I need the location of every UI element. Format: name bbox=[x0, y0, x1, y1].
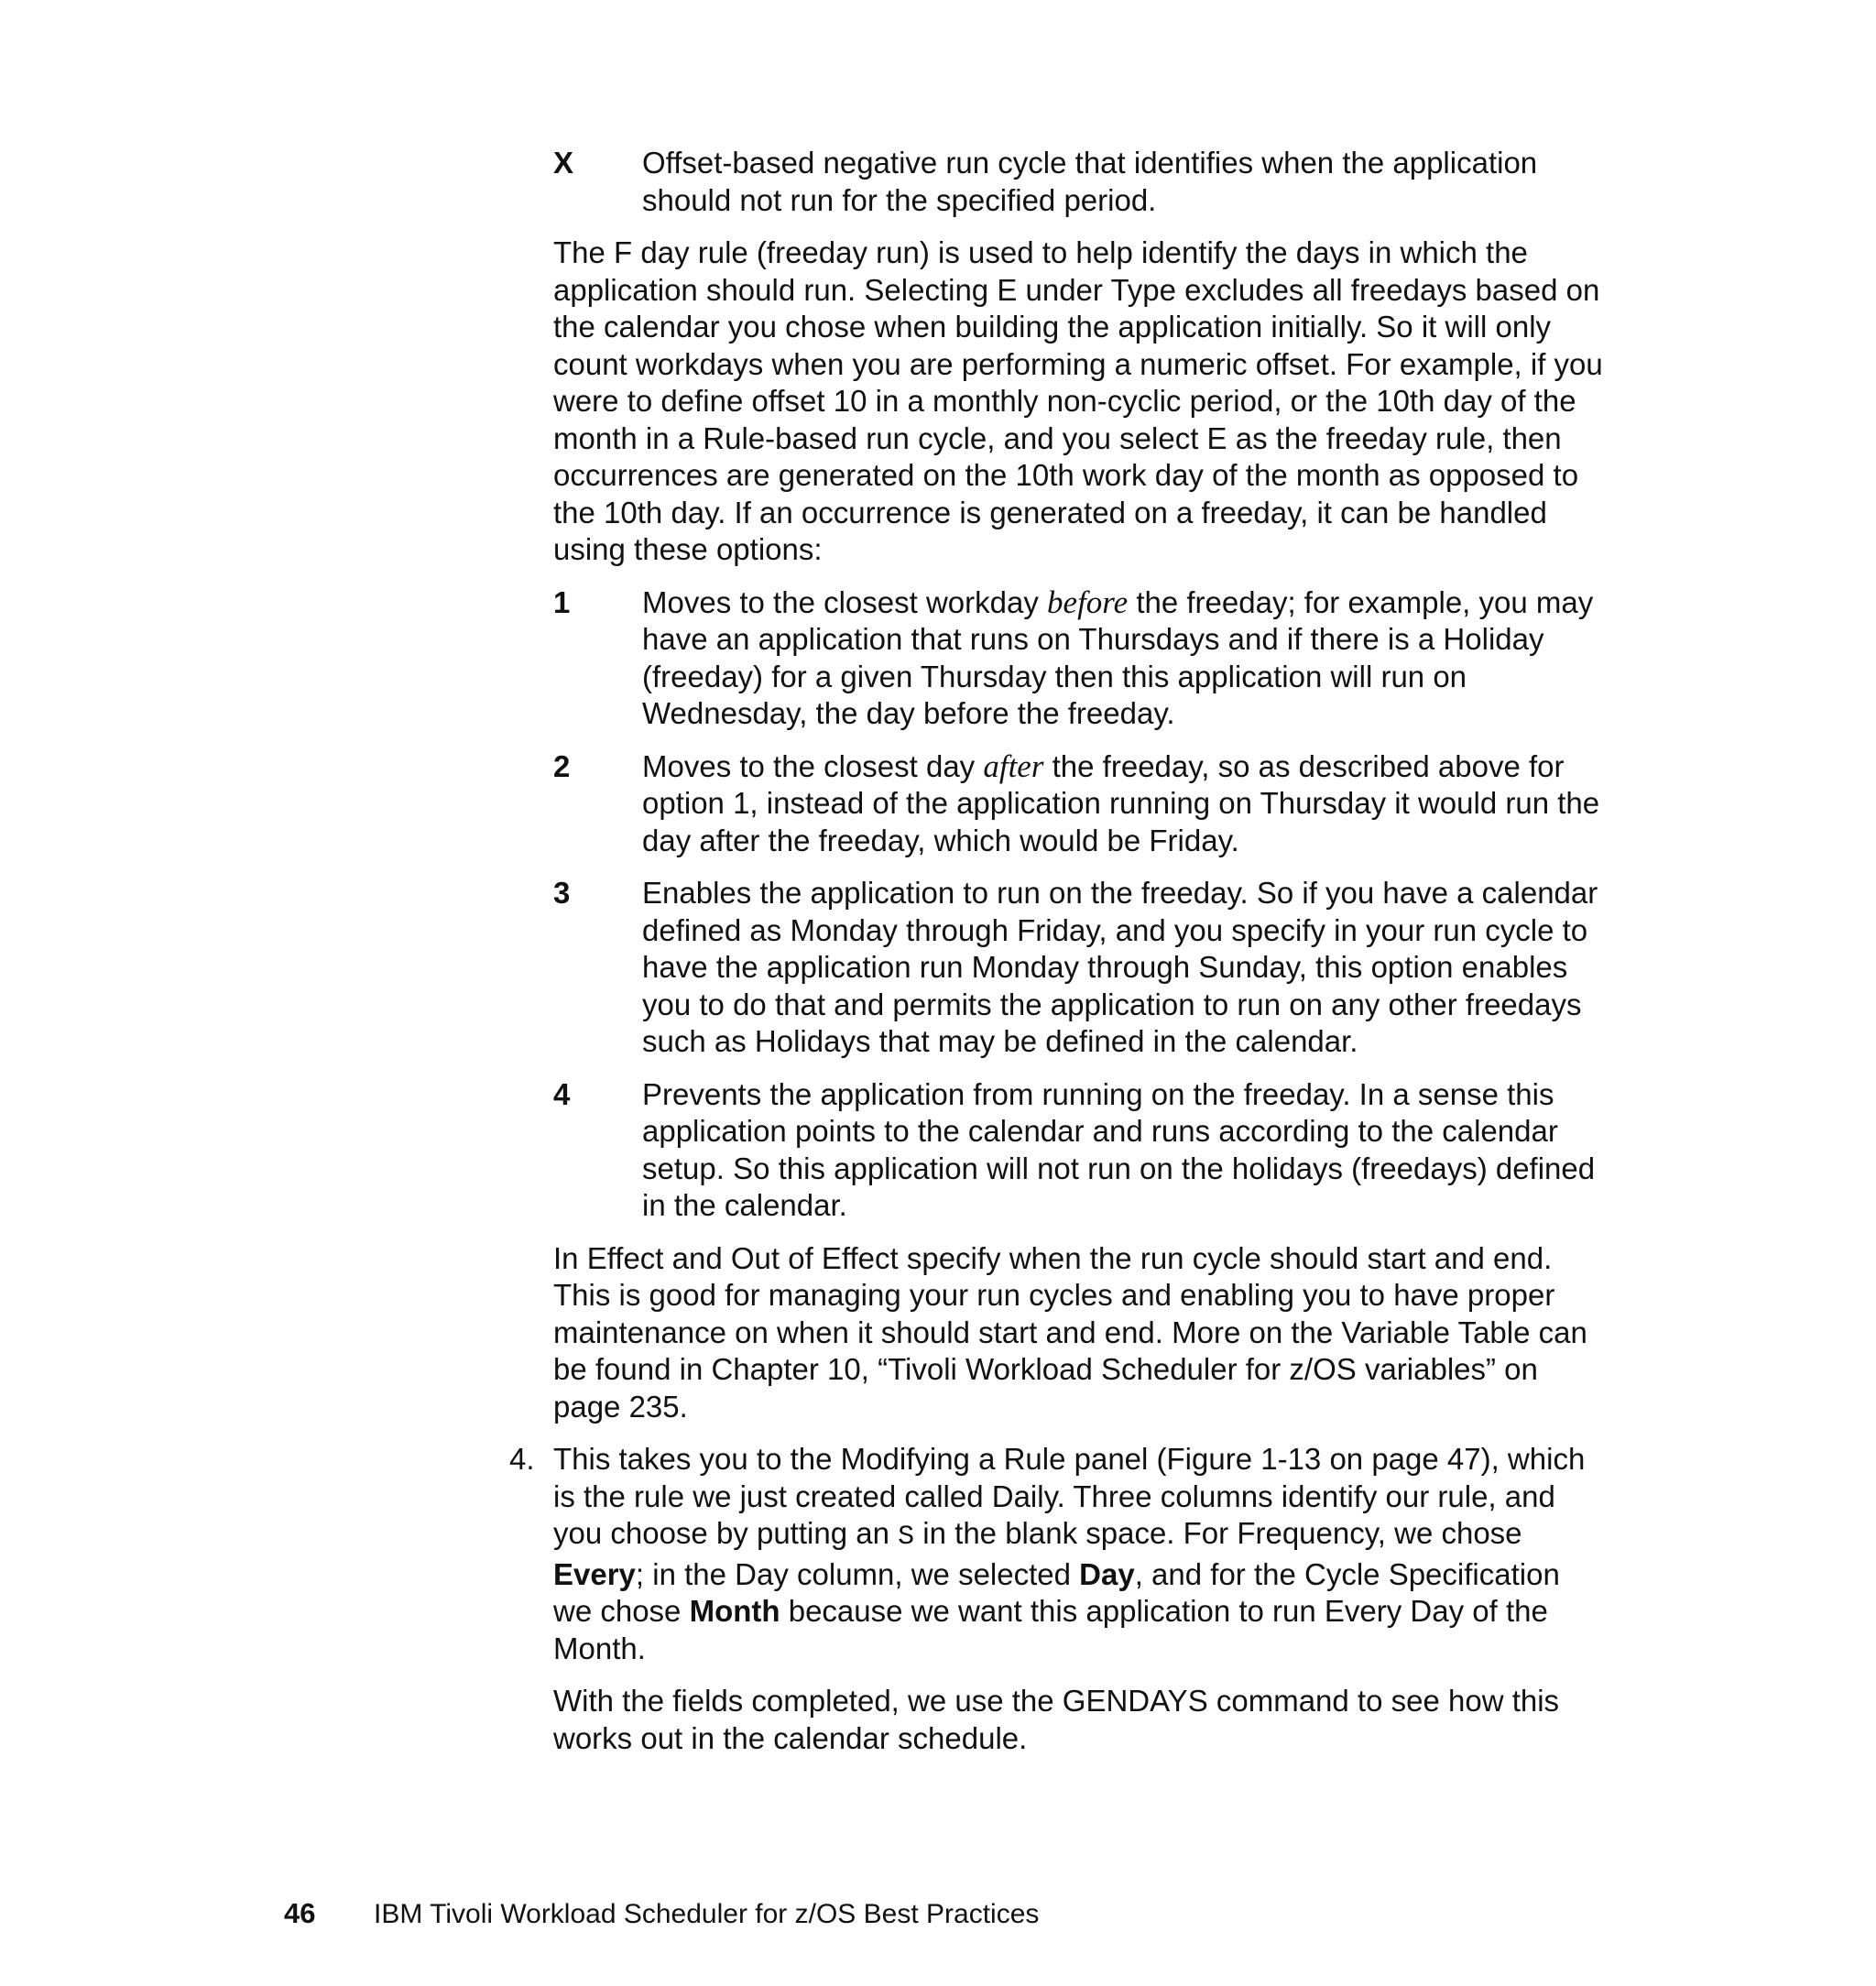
option-text: Moves to the closest workday before the freeday; for example, you may have an application that runs on Thursdays and if there is a Holiday (freeday) for a given Thursday then this application will run on Wednesday, the day before the freeday. bbox=[642, 584, 1594, 730]
option-text: Prevents the application from running on the freeday. In a sense this application points to the calendar and runs according to the calendar setup. So this application will not run on the holidays (freedays) defined in the calendar. bbox=[642, 1076, 1596, 1222]
paragraph-gendays: With the fields completed, we use the GENDAYS command to see how this works out in the calendar schedule. bbox=[553, 1684, 1560, 1755]
freeday-options-list bbox=[553, 584, 1607, 1225]
bold-every: Every bbox=[553, 1556, 636, 1591]
page-number: 46 bbox=[284, 1897, 316, 1929]
option-number: 1 bbox=[553, 584, 571, 619]
option-item-4 bbox=[553, 1076, 1607, 1225]
page-body bbox=[509, 145, 1607, 1773]
step-number: 4. bbox=[509, 1442, 535, 1476]
paragraph-in-effect: In Effect and Out of Effect specify when the run cycle should start and end. This is good for managing your run cycles and enabling you to have proper maintenance on when it should start and end. More on the Variable Table can be found in Chapter 10, “Tivoli Workload Scheduler for z/OS variables” on page 235. bbox=[553, 1240, 1587, 1424]
option-text: Moves to the closest day after the freeday, so as described above for option 1, instead of the application running on Thursday it would run the day after the freeday, which would be Friday. bbox=[642, 747, 1600, 857]
option-item-2 bbox=[553, 748, 1607, 860]
definition-term: X bbox=[553, 146, 574, 180]
option-number: 3 bbox=[553, 876, 571, 910]
inline-code-s: S bbox=[898, 1522, 915, 1553]
definition-item-x bbox=[553, 145, 1607, 219]
option-text: Enables the application to run on the freeday. So if you have a calendar defined as Monday through Friday, and you specify in your run cycle to have the application run Monday through Sunday, this option enables you to do that and permits the application to run on any other freedays such as Holidays that may be defined in the calendar. bbox=[642, 876, 1598, 1058]
option-number: 4 bbox=[553, 1076, 571, 1111]
page-footer bbox=[284, 1897, 1039, 1931]
option-item-1 bbox=[553, 584, 1607, 733]
bold-month: Month bbox=[689, 1594, 780, 1628]
bold-day: Day bbox=[1079, 1556, 1135, 1591]
option-number: 2 bbox=[553, 748, 571, 783]
numbered-step-4: 4. This takes you to the Modifying a Rule panel (Figure 1-13 on page 47), which is the rule we just created called Daily. Three columns identify our rule, and you choose by putting an S in the blank space. For Frequency, we chose Every; in the Day column, we selected Day, and for the Cycle Specification we chose Month because we want this application to run Every Day of the Month. bbox=[509, 1442, 1586, 1665]
definition-text: Offset-based negative run cycle that identifies when the application should not run for the specified period. bbox=[642, 146, 1538, 217]
paragraph-freeday-rule: The F day rule (freeday run) is used to help identify the days in which the application should run. Selecting E under Type excludes all freedays based on the calendar you chose when building the application initially. So it will only count workdays when you are performing a numeric offset. For example, if you were to define offset 10 in a monthly non-cyclic period, or the 10th day of the month in a Rule-based run cycle, and you select E as the freeday rule, then occurrences are generated on the 10th work day of the month as opposed to the 10th day. If an occurrence is generated on a freeday, it can be handled using these options: bbox=[553, 235, 1603, 566]
book-title: IBM Tivoli Workload Scheduler for z/OS Best Practices bbox=[374, 1899, 1040, 1929]
option-item-3 bbox=[553, 875, 1607, 1061]
emphasis-before: before bbox=[1047, 584, 1129, 620]
emphasis-after: after bbox=[983, 747, 1044, 784]
